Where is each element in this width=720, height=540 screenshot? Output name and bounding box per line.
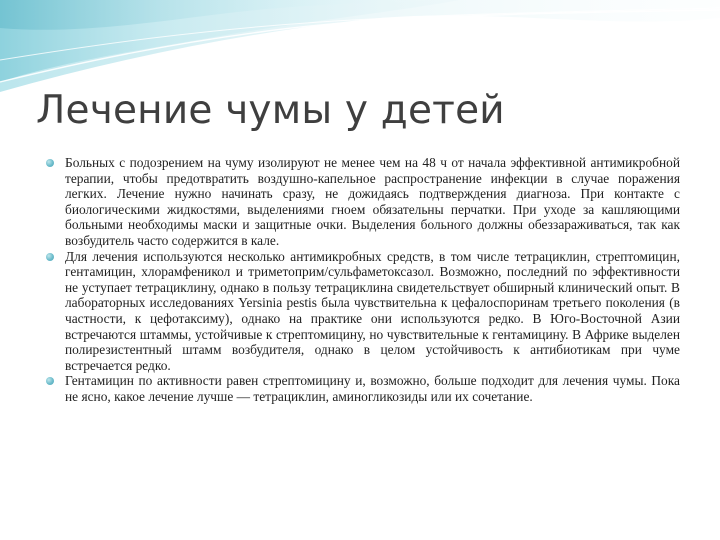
bullet-text: Для лечения используются несколько антимикробных средств, в том числе тетрациклин, стрептомицин, гентамицин, хлорамфеникол и триметоприм/сульфаметоксазол. Возможно, последний по эффективности не уступает тетрациклину, однако в пользу тетрациклина свидетельствует обширный клинический опыт. В лабораторных исследованиях Yersinia pestis была чувствительна к цефалоспоринам третьего поколения (в частности, к цефотаксиму), однако на практике они используются редко. В Юго-Восточной Азии встречаются штаммы, устойчивые к стрептомицину, но чувствительные к гентамицину. В Африке выделен полирезистентный штамм возбудителя, однако в целом устойчивость к антибиотикам при чуме встречается редко. xyxy=(65,248,680,373)
slide-title: Лечение чумы у детей xyxy=(36,88,505,133)
bullet-item-isolation xyxy=(44,155,680,249)
bullet-text: Гентамицин по активности равен стрептомицину и, возможно, больше подходит для лечения чумы. Пока не ясно, какое лечение лучше — тетрациклин, аминогликозиды или их сочетание. xyxy=(65,373,680,404)
bullet-item-antimicrobials xyxy=(44,249,680,374)
bullet-list xyxy=(44,155,680,405)
teal-circle-bullet-icon xyxy=(46,253,54,261)
teal-circle-bullet-icon xyxy=(46,159,54,167)
bullet-text: Больных с подозрением на чуму изолируют не менее чем на 48 ч от начала эффективной антимикробной терапии, чтобы предотвратить воздушно-капельное распространение инфекции в случае поражения легких. Лечение нужно начинать сразу, не дожидаясь подтверждения диагноза. При контакте с биологическими жидкостями, выделениями гноем обязательны перчатки. При уходе за кашляющими больными необходимы маски и защитные очки. Выделения больного должны обеззараживаться, так как возбудитель часто содержится в кале. xyxy=(65,155,680,248)
teal-circle-bullet-icon xyxy=(46,377,54,385)
bullet-item-gentamicin xyxy=(44,373,680,404)
